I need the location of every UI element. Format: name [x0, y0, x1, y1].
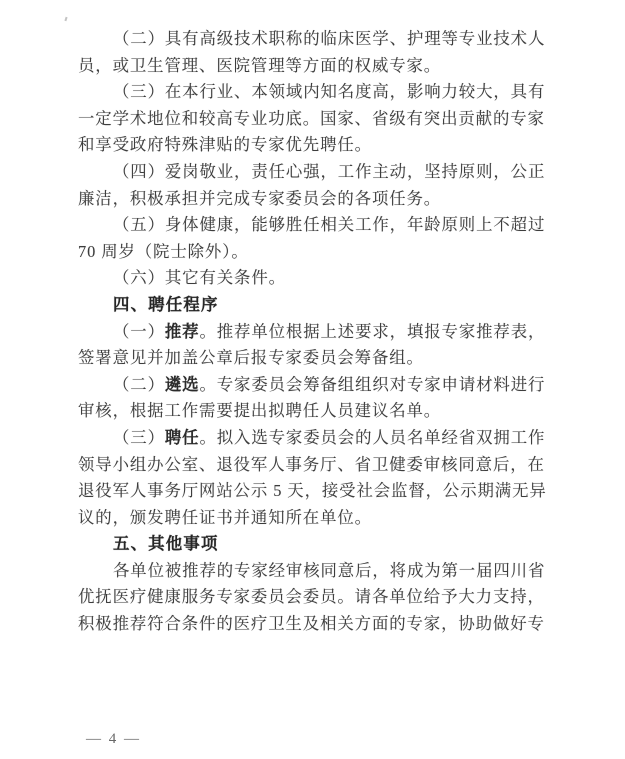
paragraph-line: （六）其它有关条件。: [113, 268, 286, 288]
paragraph-line: 各单位被推荐的专家经审核同意后，将成为第一届四川省: [113, 560, 546, 580]
item-marker: （三）: [113, 427, 165, 447]
paragraph-line: 退役军人事务厅网站公示 5 天，接受社会监督，公示期满无异: [78, 481, 547, 501]
paragraph-line: 员，或卫生管理、医院管理等方面的权威专家。: [78, 55, 442, 75]
paragraph-line: [78, 372, 548, 399]
paragraph-line: 和享受政府特殊津贴的专家优先聘任。: [78, 135, 372, 155]
paragraph-line: 优抚医疗健康服务专家委员会委员。请各单位给予大力支持，: [78, 587, 545, 607]
paragraph-line: （四）爱岗敬业，责任心强，工作主动，坚持原则，公正: [113, 161, 546, 181]
paragraph-line: [78, 425, 548, 452]
page-number: — 4 —: [86, 731, 141, 747]
item-body: 。推荐单位根据上述要求，填报专家推荐表，: [199, 321, 546, 341]
item-marker: （一）: [113, 321, 165, 341]
paragraph-line: 领导小组办公室、退役军人事务厅、省卫健委审核同意后，在: [78, 454, 545, 474]
item-body: 。拟入选专家委员会的人员名单经省双拥工作: [199, 427, 546, 447]
paragraph-line: 签署意见并加盖公章后报专家委员会筹备组。: [78, 348, 424, 368]
scan-artifact-speck: [64, 17, 67, 21]
paragraph-line: [78, 319, 548, 346]
section-heading: 四、聘任程序: [113, 294, 219, 314]
paragraph-line: 积极推荐符合条件的医疗卫生及相关方面的专家，协助做好专: [78, 614, 545, 634]
section-heading: 五、其他事项: [113, 534, 219, 554]
item-bold-label: 遴选: [164, 374, 200, 394]
item-marker: （二）: [113, 374, 165, 394]
paragraph-line: 一定学术地位和较高专业功底。国家、省级有突出贡献的专家: [78, 108, 545, 128]
paragraph-line: 审核，根据工作需要提出拟聘任人员建议名单。: [78, 401, 442, 421]
paragraph-line: （五）身体健康，能够胜任相关工作，年龄原则上不超过: [113, 215, 546, 235]
document-body-text: [78, 26, 548, 638]
item-bold-label: 聘任: [164, 427, 200, 447]
paragraph-line: 廉洁，积极承担并完成专家委员会的各项任务。: [78, 188, 442, 208]
item-bold-label: 推荐: [164, 321, 200, 341]
paragraph-line: （三）在本行业、本领域内知名度高，影响力较大，具有: [113, 82, 546, 102]
item-body: 。专家委员会筹备组组织对专家申请材料进行: [199, 374, 546, 394]
paragraph-line: 70 周岁（院士除外）。: [78, 241, 249, 261]
paragraph-line: （二）具有高级技术职称的临床医学、护理等专业技术人: [113, 29, 546, 48]
paragraph-line: 议的，颁发聘任证书并通知所在单位。: [78, 507, 372, 527]
